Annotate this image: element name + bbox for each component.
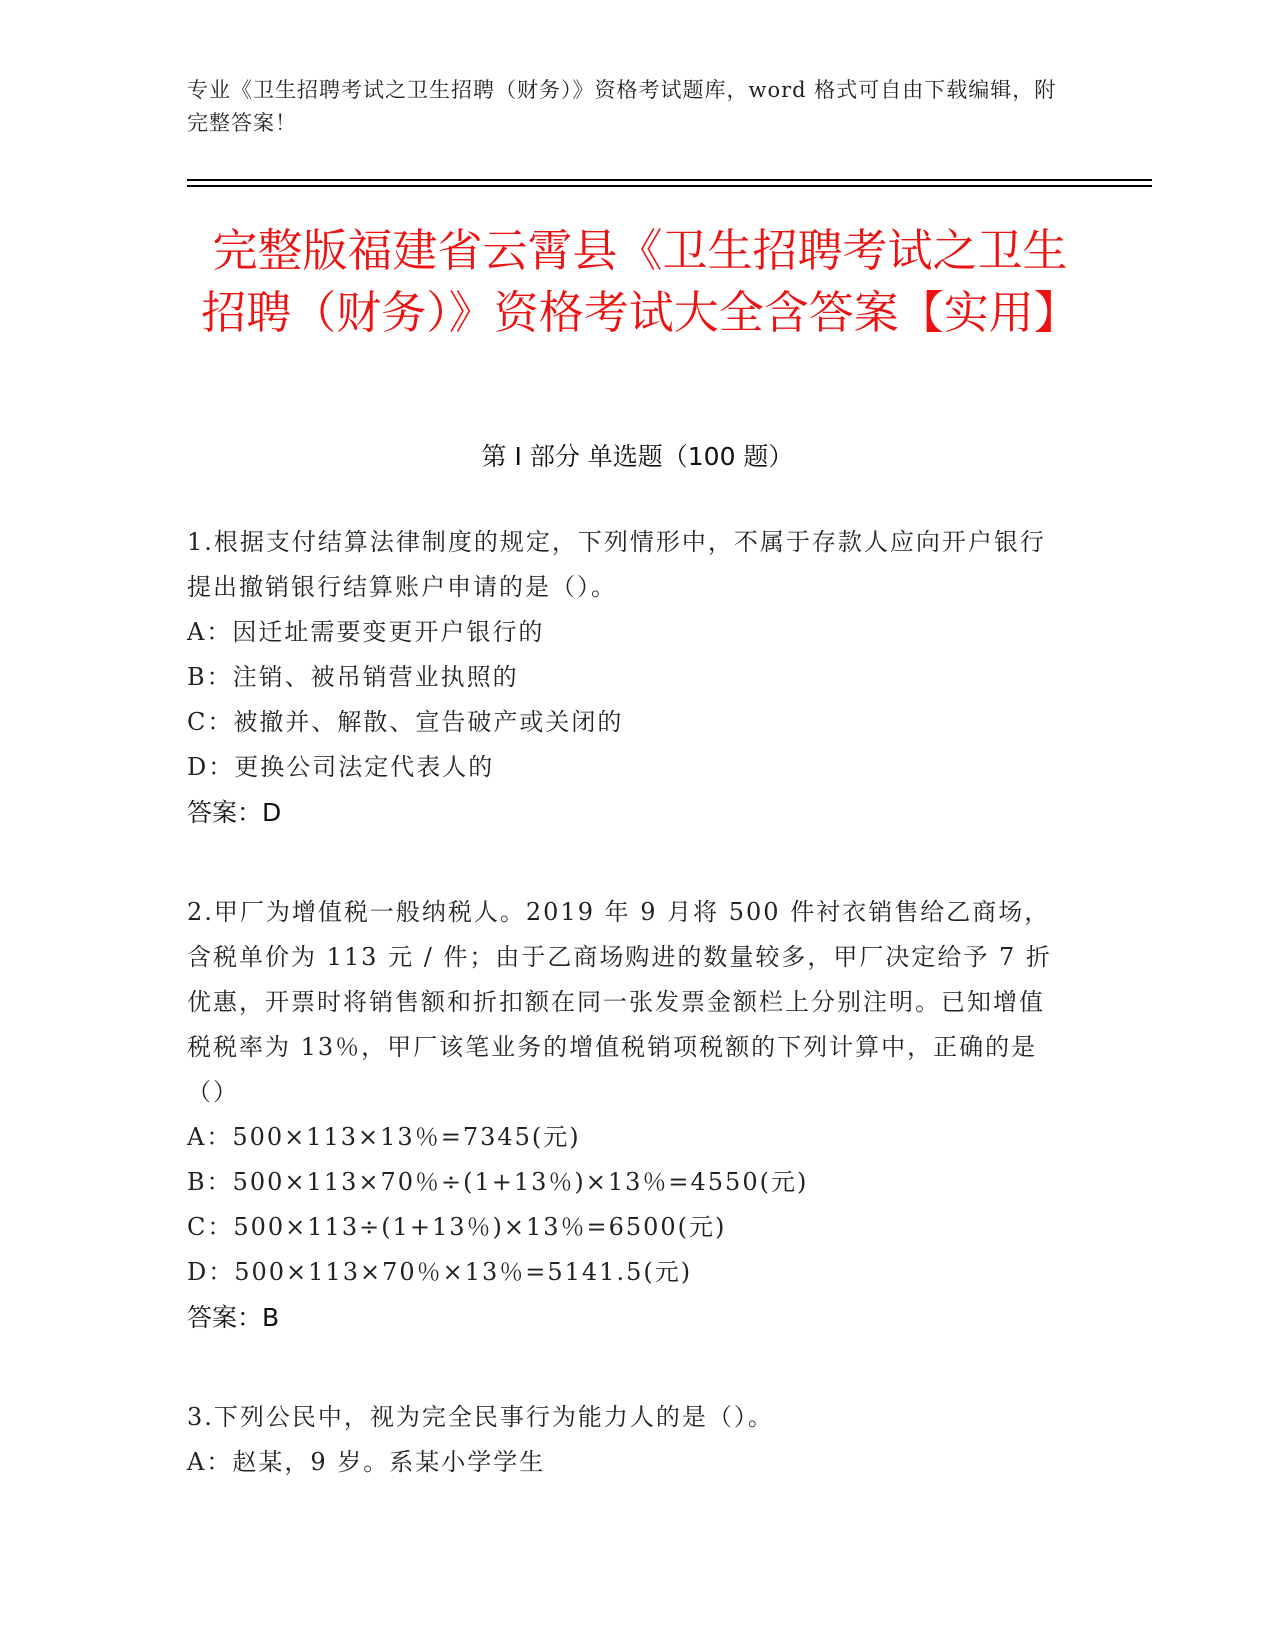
answer: 答案：D [187,798,282,827]
question-1 [187,520,1067,836]
question-list [187,520,1067,1539]
question-stem: 3.下列公民中，视为完全民事行为能力人的是（）。 [187,1403,774,1431]
option-a: A：500×113×13％=7345(元) [187,1123,581,1151]
question-stem: 1.根据支付结算法律制度的规定，下列情形中，不属于存款人应向开户银行提出撤销银行结算账户申请的是（）。 [187,528,1046,601]
document-title: 完整版福建省云霄县《卫生招聘考试之卫生招聘（财务）》资格考试大全含答案【实用】 [201,224,1079,339]
header-note: 专业《卫生招聘考试之卫生招聘（财务）》资格考试题库，word 格式可自由下载编辑，附完整答案！ [187,78,1057,135]
option-c: C：500×113÷(1+13％)×13％=6500(元) [187,1213,727,1241]
option-d: D：更换公司法定代表人的 [187,753,495,781]
option-c: C：被撤并、解散、宣告破产或关闭的 [187,708,624,736]
question-3 [187,1395,1067,1485]
answer: 答案：B [187,1303,280,1332]
option-b: B：注销、被吊销营业执照的 [187,663,519,691]
option-b: B：500×113×70％÷(1+13％)×13％=4550(元) [187,1168,809,1196]
header-divider-top [187,179,1152,181]
option-a: A：因迁址需要变更开户银行的 [187,618,545,646]
option-d: D：500×113×70％×13％=5141.5(元) [187,1258,693,1286]
question-2 [187,890,1067,1341]
header-divider-bottom [187,185,1152,187]
option-a: A：赵某，9 岁。系某小学学生 [187,1448,546,1476]
section-heading: 第 I 部分 单选题（100 题） [481,442,794,471]
question-stem: 2.甲厂为增值税一般纳税人。2019 年 9 月将 500 件衬衣销售给乙商场，含税单价为 113 元 / 件；由于乙商场购进的数量较多，甲厂决定给予 7 折优惠，开票时将销售额和折扣额在同一张发票金额栏上分别注明。已知增值税税率为 13％，甲厂该笔业务的增值税销项税额的下列计算中，正确的是（） [187,898,1052,1106]
